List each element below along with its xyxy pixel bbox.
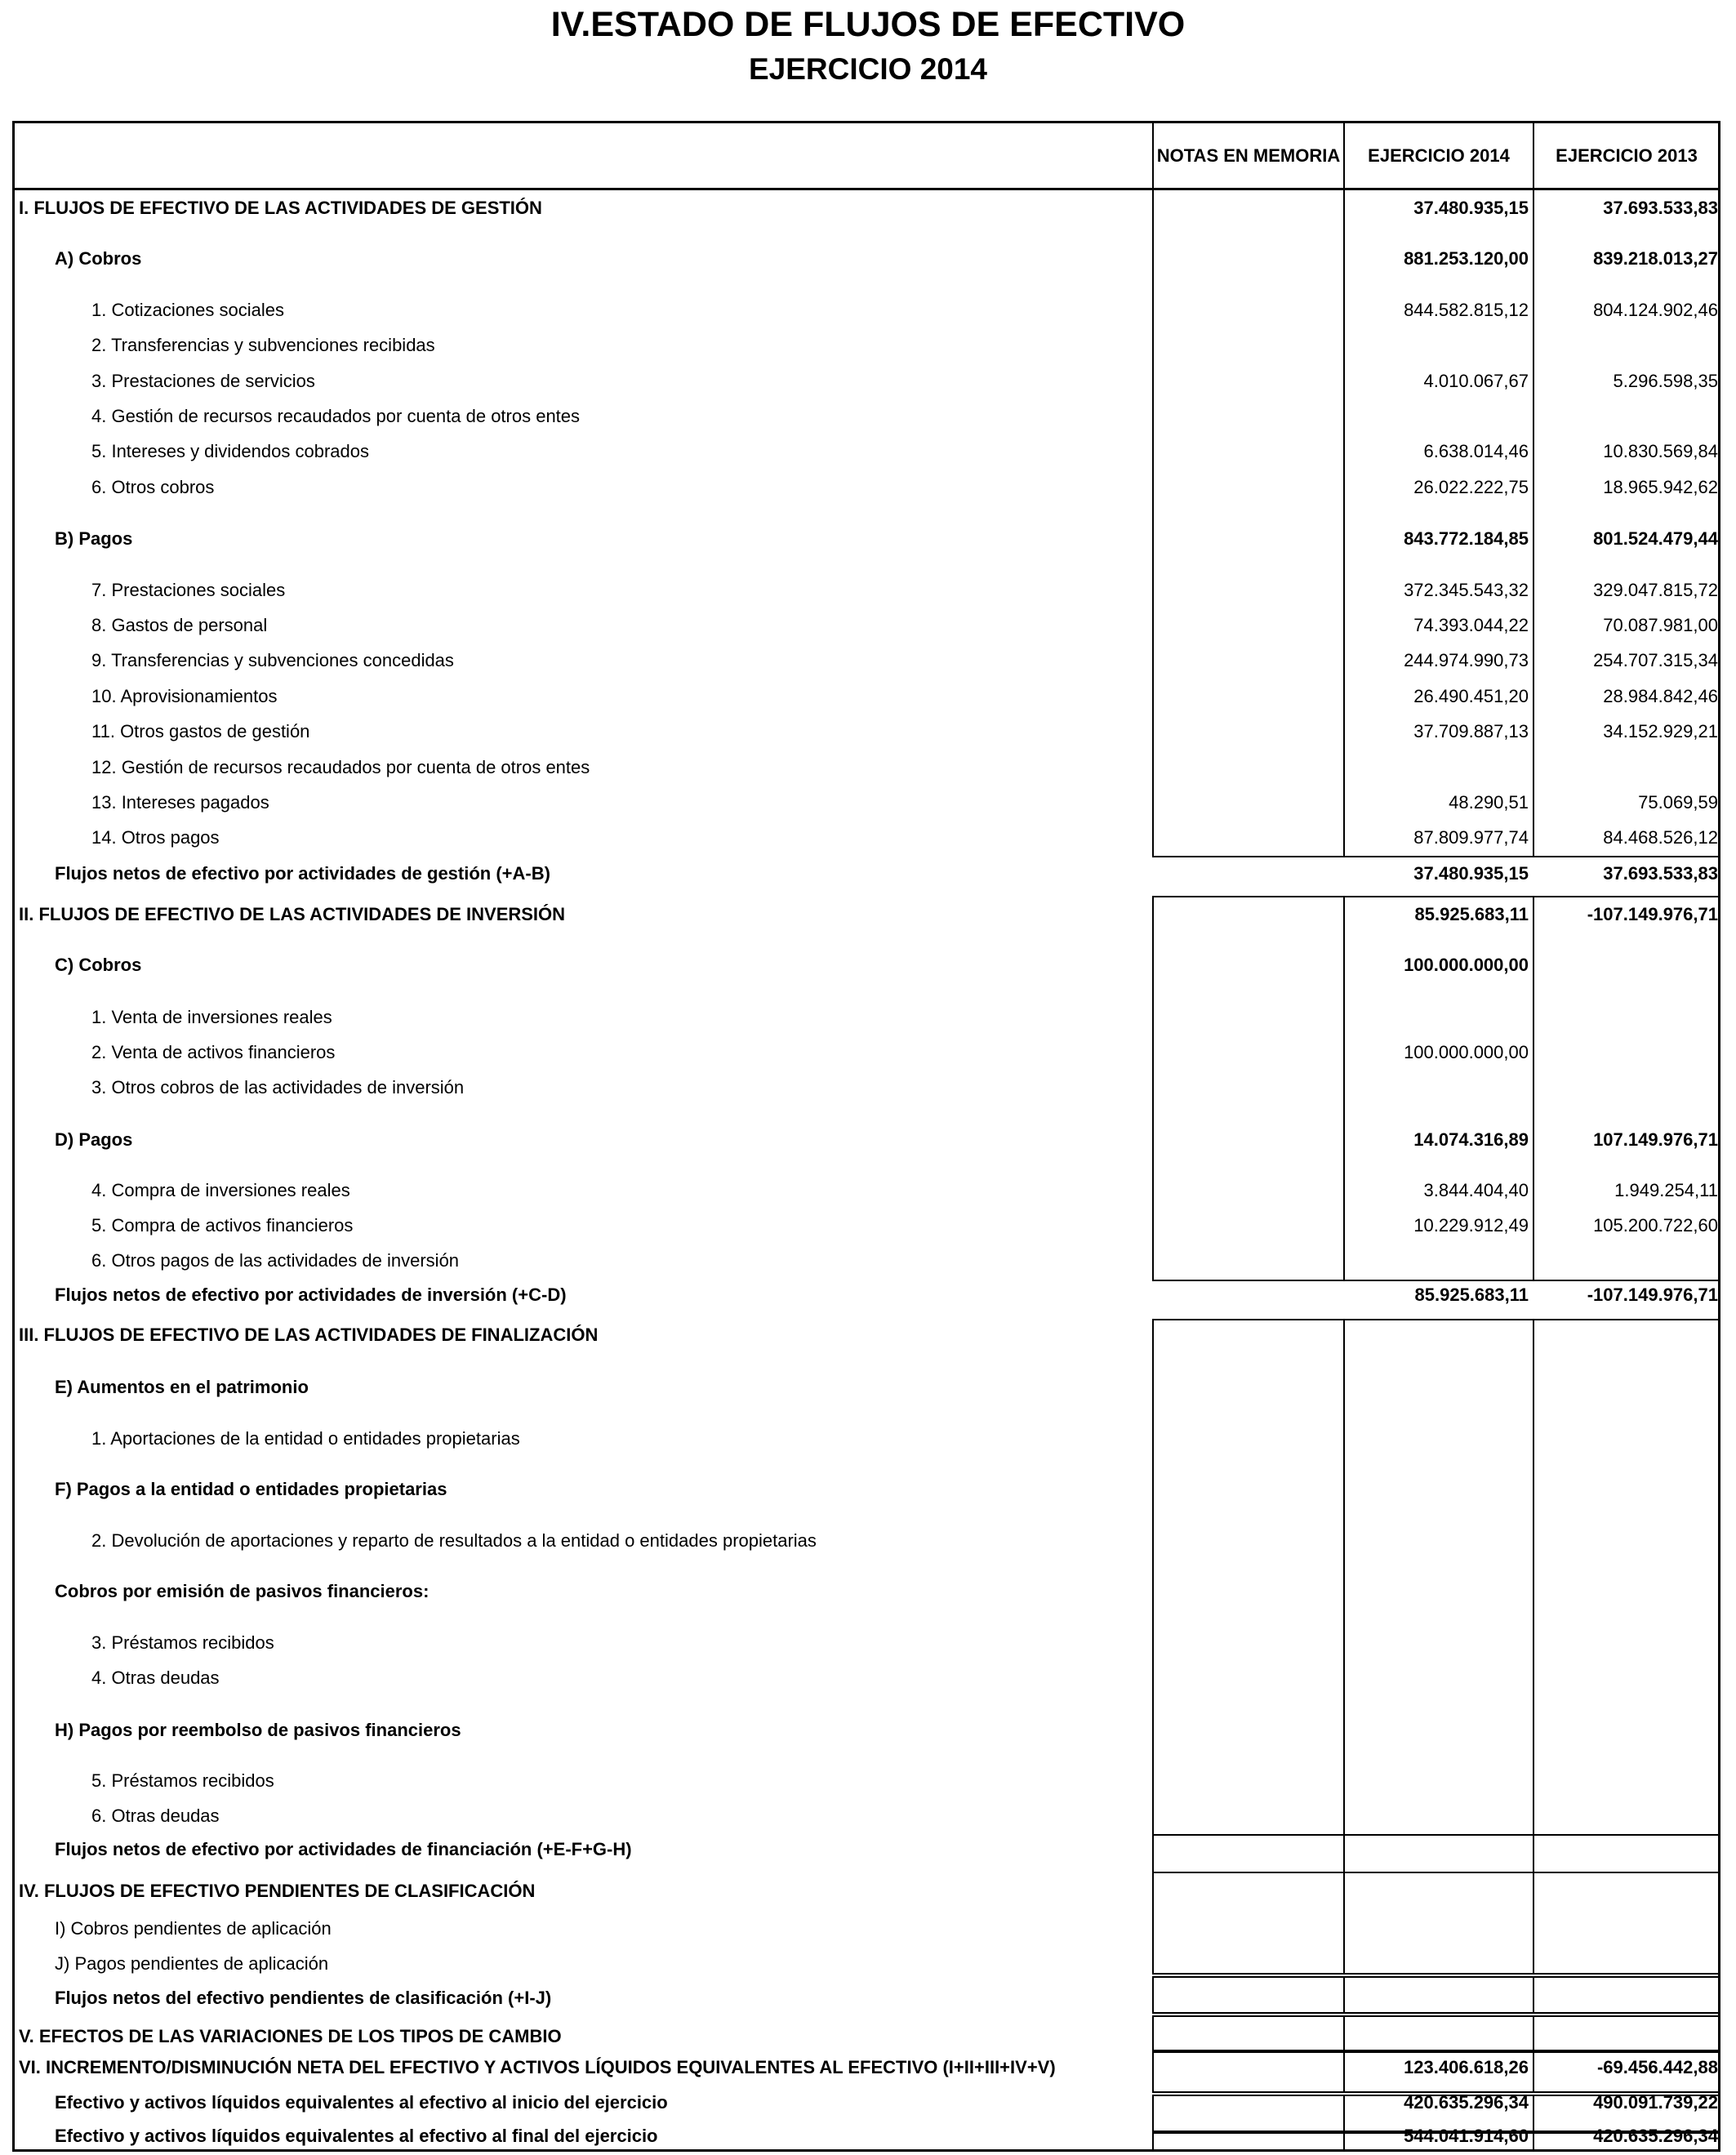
column-divider bbox=[1152, 1319, 1154, 1837]
row-label: 4. Gestión de recursos recaudados por cuenta de otros entes bbox=[91, 406, 581, 426]
row-label: Cobros por emisión de pasivos financieros: bbox=[55, 1581, 430, 1601]
value-2014: 100.000.000,00 bbox=[1404, 1042, 1529, 1062]
column-divider bbox=[1152, 2132, 1154, 2152]
column-divider bbox=[1343, 1319, 1345, 1837]
row-label: Flujos netos de efectivo por actividades de gestión (+A-B) bbox=[55, 863, 550, 884]
row-label: III. FLUJOS DE EFECTIVO DE LAS ACTIVIDADES DE FINALIZACIÓN bbox=[19, 1325, 599, 1345]
row-divider bbox=[1152, 896, 1720, 897]
value-2013: 84.468.526,12 bbox=[1603, 827, 1718, 848]
value-2014: 843.772.184,85 bbox=[1404, 528, 1529, 549]
row-label: Efectivo y activos líquidos equivalentes al efectivo al inicio del ejercicio bbox=[55, 2092, 668, 2113]
row-divider bbox=[1152, 1973, 1720, 1975]
column-divider bbox=[1152, 2015, 1154, 2050]
row-label: B) Pagos bbox=[55, 528, 133, 549]
row-label: Flujos netos de efectivo por actividades de financiación (+E-F+G-H) bbox=[55, 1839, 632, 1859]
value-2014: 37.480.935,15 bbox=[1413, 863, 1529, 884]
value-2014: 74.393.044,22 bbox=[1413, 615, 1529, 635]
row-label: 1. Cotizaciones sociales bbox=[91, 300, 285, 320]
column-divider bbox=[1533, 1834, 1534, 1973]
value-2013: 254.707.315,34 bbox=[1593, 650, 1718, 670]
row-label: II. FLUJOS DE EFECTIVO DE LAS ACTIVIDADES DE INVERSIÓN bbox=[19, 904, 566, 924]
column-divider bbox=[1533, 2051, 1534, 2091]
row-label: 11. Otros gastos de gestión bbox=[91, 721, 310, 741]
value-2014: 544.041.914,60 bbox=[1404, 2126, 1529, 2146]
row-label: 6. Otras deudas bbox=[91, 1805, 220, 1826]
column-divider bbox=[1533, 2015, 1534, 2050]
value-2013: 18.965.942,62 bbox=[1603, 477, 1718, 497]
page-title: IV.ESTADO DE FLUJOS DE EFECTIVO bbox=[550, 5, 1186, 44]
value-2013: 1.949.254,11 bbox=[1614, 1180, 1718, 1200]
column-divider bbox=[1533, 121, 1534, 856]
row-label: 12. Gestión de recursos recaudados por cuenta de otros entes bbox=[91, 757, 590, 777]
row-label: 7. Prestaciones sociales bbox=[91, 580, 286, 600]
value-2014: 881.253.120,00 bbox=[1404, 248, 1529, 269]
value-2014: 48.290,51 bbox=[1449, 792, 1529, 813]
column-divider bbox=[1343, 2051, 1345, 2091]
row-label: 3. Prestaciones de servicios bbox=[91, 371, 315, 391]
value-2014: 6.638.014,46 bbox=[1423, 441, 1529, 461]
value-2013: 839.218.013,27 bbox=[1593, 248, 1718, 269]
column-divider bbox=[1343, 2015, 1345, 2050]
value-2013: 75.069,59 bbox=[1638, 792, 1718, 813]
row-label: I. FLUJOS DE EFECTIVO DE LAS ACTIVIDADES DE GESTIÓN bbox=[19, 198, 542, 218]
row-divider bbox=[1152, 1280, 1720, 1281]
column-divider bbox=[1152, 896, 1154, 1280]
row-label: E) Aumentos en el patrimonio bbox=[55, 1377, 309, 1397]
row-divider bbox=[1152, 856, 1720, 857]
column-divider bbox=[1533, 896, 1534, 1280]
value-2014: 26.022.222,75 bbox=[1413, 477, 1529, 497]
value-2014: 26.490.451,20 bbox=[1413, 686, 1529, 706]
value-2013: -107.149.976,71 bbox=[1587, 1285, 1718, 1305]
column-divider bbox=[1343, 2095, 1345, 2131]
row-label: 9. Transferencias y subvenciones concedidas bbox=[91, 650, 454, 670]
row-label: 6. Otros pagos de las actividades de inversión bbox=[91, 1250, 460, 1271]
row-label: C) Cobros bbox=[55, 955, 142, 975]
column-divider bbox=[1343, 1834, 1345, 1973]
row-divider bbox=[1152, 2015, 1720, 2017]
value-2014: 14.074.316,89 bbox=[1413, 1129, 1529, 1150]
row-divider bbox=[1152, 1834, 1720, 1836]
row-label: I) Cobros pendientes de aplicación bbox=[55, 1918, 332, 1939]
row-label: 1. Aportaciones de la entidad o entidades propietarias bbox=[91, 1428, 520, 1449]
header-ejercicio-2013: EJERCICIO 2013 bbox=[1556, 145, 1698, 166]
row-divider bbox=[1152, 2012, 1720, 2014]
value-2014: 85.925.683,11 bbox=[1414, 1285, 1529, 1305]
value-2014: 844.582.815,12 bbox=[1404, 300, 1529, 320]
value-2014: 3.844.404,40 bbox=[1423, 1180, 1529, 1200]
row-label: H) Pagos por reembolso de pasivos financieros bbox=[55, 1720, 461, 1740]
value-2013: 490.091.739,22 bbox=[1593, 2092, 1718, 2113]
row-label: V. EFECTOS DE LAS VARIACIONES DE LOS TIPOS DE CAMBIO bbox=[19, 2026, 562, 2046]
column-divider bbox=[1343, 1976, 1345, 2012]
column-divider bbox=[1152, 1976, 1154, 2012]
value-2013: -69.456.442,88 bbox=[1596, 2057, 1718, 2077]
value-2013: 10.830.569,84 bbox=[1603, 441, 1718, 461]
row-label: 10. Aprovisionamientos bbox=[91, 686, 278, 706]
column-divider bbox=[1533, 2132, 1534, 2152]
row-label: 2. Devolución de aportaciones y reparto de resultados a la entidad o entidades propietarias bbox=[91, 1530, 817, 1551]
row-divider bbox=[1152, 1319, 1720, 1320]
row-label: 3. Préstamos recibidos bbox=[91, 1632, 274, 1653]
value-2014: 123.406.618,26 bbox=[1404, 2057, 1529, 2077]
row-label: Efectivo y activos líquidos equivalentes al efectivo al final del ejercicio bbox=[55, 2126, 658, 2146]
row-divider bbox=[1152, 2051, 1720, 2053]
value-2014: 100.000.000,00 bbox=[1404, 955, 1529, 975]
row-label: 4. Compra de inversiones reales bbox=[91, 1180, 350, 1200]
row-label: VI. INCREMENTO/DISMINUCIÓN NETA DEL EFECTIVO Y ACTIVOS LÍQUIDOS EQUIVALENTES AL EFECTIVO (I+II+III+IV+V) bbox=[19, 2057, 1056, 2077]
column-divider bbox=[1152, 1834, 1154, 1973]
row-label: 4. Otras deudas bbox=[91, 1667, 220, 1688]
value-2013: 420.635.296,34 bbox=[1593, 2126, 1718, 2146]
row-label: 2. Transferencias y subvenciones recibidas bbox=[91, 335, 435, 355]
row-label: IV. FLUJOS DE EFECTIVO PENDIENTES DE CLASIFICACIÓN bbox=[19, 1881, 536, 1901]
row-label: 2. Venta de activos financieros bbox=[91, 1042, 336, 1062]
value-2014: 10.229.912,49 bbox=[1413, 1215, 1529, 1236]
value-2014: 372.345.543,32 bbox=[1404, 580, 1529, 600]
column-divider bbox=[1533, 1976, 1534, 2012]
row-label: 8. Gastos de personal bbox=[91, 615, 268, 635]
column-divider bbox=[1152, 121, 1154, 856]
value-2013: 801.524.479,44 bbox=[1593, 528, 1718, 549]
value-2013: 5.296.598,35 bbox=[1613, 371, 1718, 391]
row-label: 1. Venta de inversiones reales bbox=[91, 1007, 332, 1027]
value-2013: 37.693.533,83 bbox=[1603, 863, 1718, 884]
value-2013: 37.693.533,83 bbox=[1603, 198, 1718, 218]
value-2014: 420.635.296,34 bbox=[1404, 2092, 1529, 2113]
value-2014: 4.010.067,67 bbox=[1423, 371, 1529, 391]
column-divider bbox=[1343, 896, 1345, 1280]
row-label: 3. Otros cobros de las actividades de inversión bbox=[91, 1077, 465, 1098]
value-2013: 804.124.902,46 bbox=[1593, 300, 1718, 320]
header-divider bbox=[12, 188, 1720, 190]
header-ejercicio-2014: EJERCICIO 2014 bbox=[1368, 145, 1510, 166]
value-2014: 244.974.990,73 bbox=[1404, 650, 1529, 670]
value-2013: 105.200.722,60 bbox=[1593, 1215, 1718, 1236]
value-2014: 85.925.683,11 bbox=[1414, 904, 1529, 924]
column-divider bbox=[1152, 2095, 1154, 2131]
row-label: 5. Compra de activos financieros bbox=[91, 1215, 354, 1236]
row-divider bbox=[1152, 1976, 1720, 1978]
column-divider bbox=[1343, 2132, 1345, 2152]
value-2013: 107.149.976,71 bbox=[1593, 1129, 1718, 1150]
row-label: F) Pagos a la entidad o entidades propietarias bbox=[55, 1479, 447, 1499]
value-2013: 329.047.815,72 bbox=[1593, 580, 1718, 600]
row-label: 5. Préstamos recibidos bbox=[91, 1770, 274, 1791]
row-label: J) Pagos pendientes de aplicación bbox=[55, 1953, 329, 1974]
value-2014: 87.809.977,74 bbox=[1413, 827, 1529, 848]
row-label: 5. Intereses y dividendos cobrados bbox=[91, 441, 369, 461]
row-label: D) Pagos bbox=[55, 1129, 133, 1150]
row-label: A) Cobros bbox=[55, 248, 142, 269]
row-divider bbox=[1152, 1872, 1720, 1873]
value-2013: -107.149.976,71 bbox=[1587, 904, 1718, 924]
column-divider bbox=[1343, 121, 1345, 856]
header-notas: NOTAS EN MEMORIA bbox=[1156, 145, 1341, 166]
column-divider bbox=[1533, 2095, 1534, 2131]
row-label: Flujos netos de efectivo por actividades de inversión (+C-D) bbox=[55, 1285, 567, 1305]
value-2013: 70.087.981,00 bbox=[1603, 615, 1718, 635]
value-2013: 28.984.842,46 bbox=[1603, 686, 1718, 706]
value-2013: 34.152.929,21 bbox=[1603, 721, 1718, 741]
page-subtitle: EJERCICIO 2014 bbox=[748, 52, 988, 86]
row-label: 6. Otros cobros bbox=[91, 477, 215, 497]
row-label: 14. Otros pagos bbox=[91, 827, 220, 848]
value-2014: 37.709.887,13 bbox=[1413, 721, 1529, 741]
row-label: Flujos netos del efectivo pendientes de clasificación (+I-J) bbox=[55, 1988, 552, 2008]
value-2014: 37.480.935,15 bbox=[1413, 198, 1529, 218]
row-label: 13. Intereses pagados bbox=[91, 792, 269, 813]
column-divider bbox=[1152, 2051, 1154, 2091]
column-divider bbox=[1533, 1319, 1534, 1837]
